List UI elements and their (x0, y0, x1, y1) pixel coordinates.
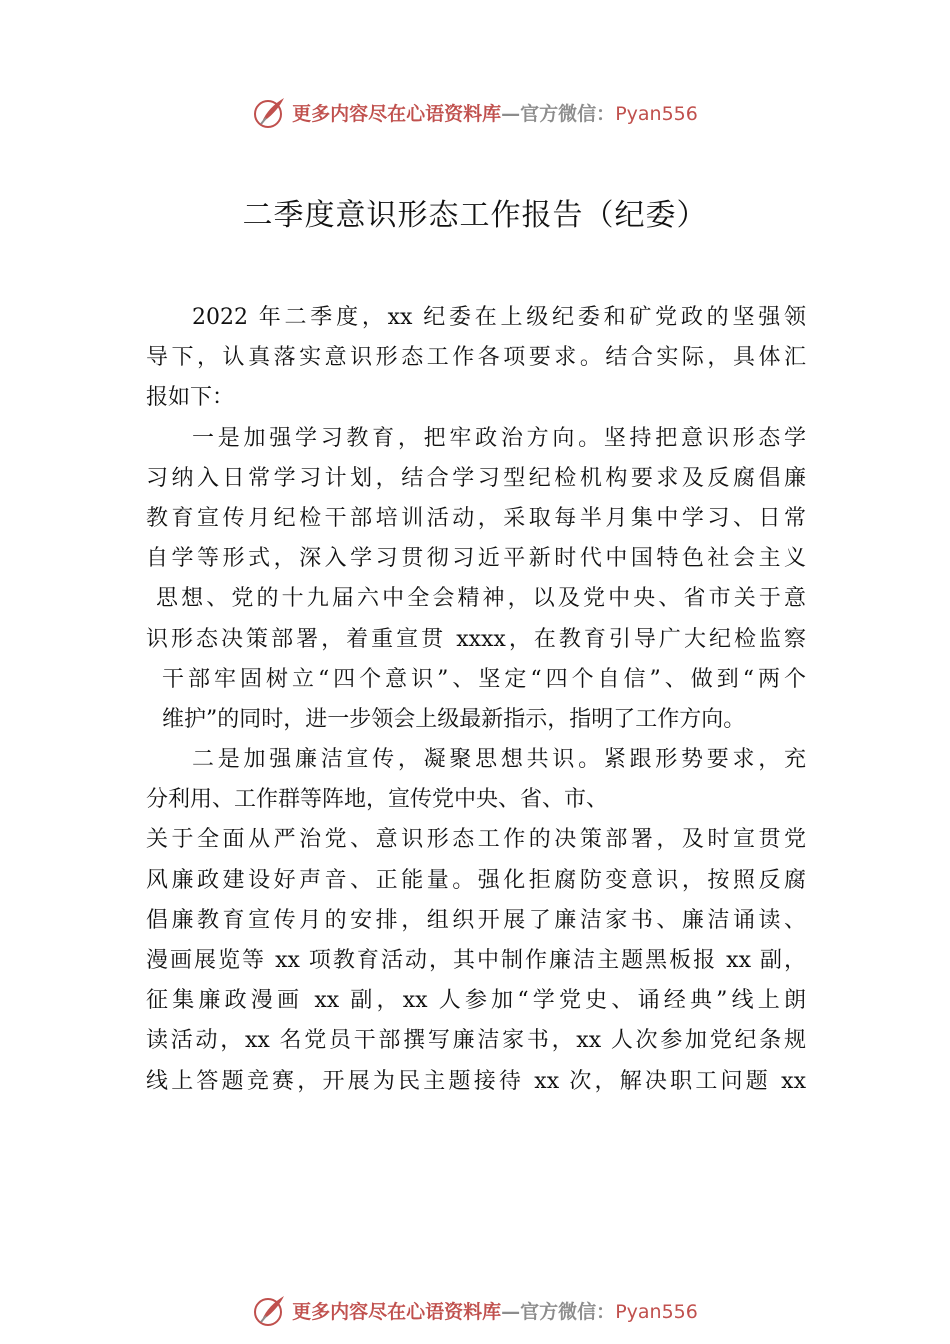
banner-text: 更多内容尽在心语资料库—官方微信：Pyan556 (292, 1300, 698, 1323)
body-line: 一是加强学习教育，把牢政治方向。坚持把意识形态学 (192, 425, 806, 451)
body-line: 习纳入日常学习计划，结合学习型纪检机构要求及反腐倡廉 (146, 465, 806, 491)
body-line: 分利用、工作群等阵地，宣传党中央、省、市、 (146, 787, 609, 813)
header-watermark-banner (0, 92, 950, 132)
body-line: 维护”的同时，进一步领会上级最新指示，指明了工作方向。 (162, 706, 746, 732)
body-line: 思想、党的十九届六中全会精神，以及党中央、省市关于意 (156, 586, 806, 612)
quill-logo-icon (252, 94, 288, 130)
body-line: 教育宣传月纪检干部培训活动，采取每半月集中学习、日常 (146, 505, 806, 531)
body-line: 识形态决策部署，着重宣贯 xxxx，在教育引导广大纪检监察 (146, 626, 806, 652)
banner-text: 更多内容尽在心语资料库—官方微信：Pyan556 (292, 102, 698, 125)
document-body (146, 298, 806, 1102)
body-line: 读活动，xx 名党员干部撰写廉洁家书，xx 人次参加党纪条规 (146, 1028, 806, 1054)
body-line: 导下，认真落实意识形态工作各项要求。结合实际，具体汇 (146, 345, 806, 371)
body-line: 自学等形式，深入学习贯彻习近平新时代中国特色社会主义 (146, 546, 806, 572)
body-line: 关于全面从严治党、意识形态工作的决策部署，及时宣贯党 (146, 827, 806, 853)
body-line: 漫画展览等 xx 项教育活动，其中制作廉洁主题黑板报 xx 副， (146, 948, 806, 973)
body-line: 干部牢固树立“四个意识”、坚定“四个自信”、做到“两个 (162, 666, 806, 692)
document-title: 二季度意识形态工作报告（纪委） (242, 198, 708, 233)
body-line: 线上答题竞赛，开展为民主题接待 xx 次，解决职工问题 xx (146, 1068, 806, 1094)
body-line: 风廉政建设好声音、正能量。强化拒腐防变意识，按照反腐 (146, 867, 806, 893)
body-line: 二是加强廉洁宣传，凝聚思想共识。紧跟形势要求，充 (192, 747, 806, 773)
footer-watermark-banner (0, 1290, 950, 1330)
quill-logo-icon (252, 1292, 288, 1328)
body-line: 倡廉教育宣传月的安排，组织开展了廉洁家书、廉洁诵读、 (146, 907, 806, 933)
body-line: 2022 年二季度，xx 纪委在上级纪委和矿党政的坚强领 (192, 305, 806, 330)
body-line: 报如下： (146, 385, 235, 411)
body-line: 征集廉政漫画 xx 副，xx 人参加“学党史、诵经典”线上朗 (146, 988, 806, 1014)
